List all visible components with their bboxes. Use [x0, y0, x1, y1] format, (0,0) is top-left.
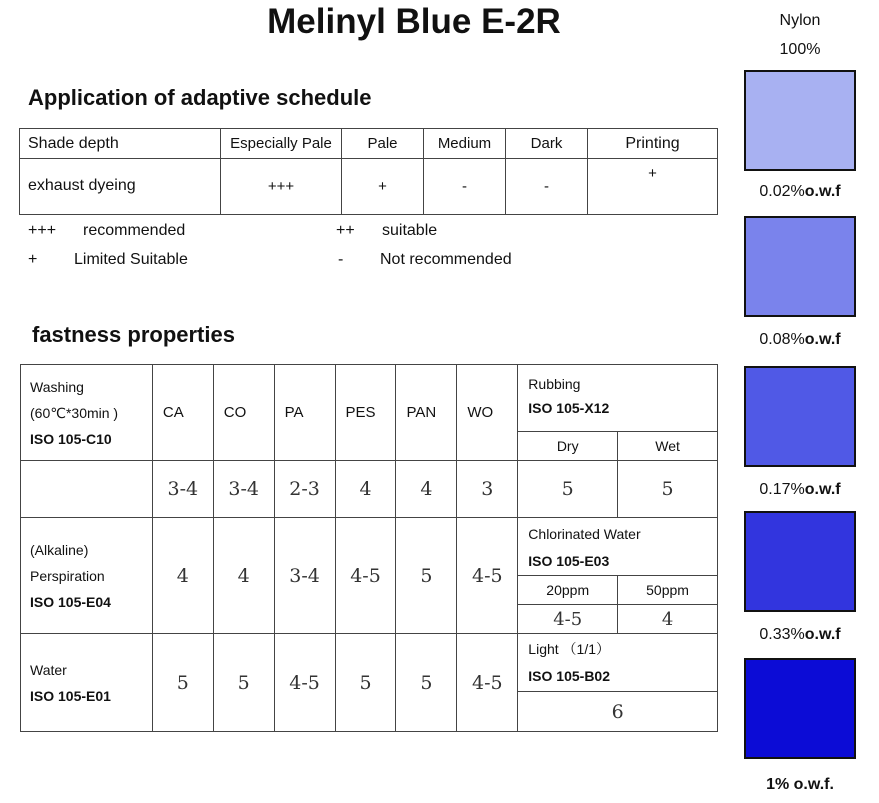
color-swatch: [744, 658, 856, 759]
rubbing-wet-value: 5: [618, 461, 718, 518]
washing-value-wo: 3: [457, 461, 518, 518]
swatch-label: 0.33%o.w.f: [759, 626, 841, 643]
schedule-cell-printing: +: [588, 159, 718, 215]
perspiration-value-co: 4: [213, 518, 274, 634]
washing-value-pes: 4: [335, 461, 396, 518]
perspiration-label-1: (Alkaline): [30, 541, 89, 558]
water-value-co: 5: [213, 634, 274, 732]
washing-cell: [21, 365, 153, 461]
water-code: ISO 105-E01: [30, 687, 111, 704]
legend-text: Not recommended: [380, 251, 512, 268]
swatch-header-fiber: Nylon: [779, 12, 821, 29]
fiber-header-pan: PAN: [396, 365, 457, 461]
page-title: Melinyl Blue E-2R: [267, 2, 561, 41]
swatch-label: 0.02%o.w.f: [759, 183, 841, 200]
schedule-row-label: exhaust dyeing: [20, 159, 221, 215]
light-value: 6: [518, 692, 718, 732]
perspiration-value-pa: 3-4: [274, 518, 335, 634]
water-value-ca: 5: [152, 634, 213, 732]
water-cell: [21, 634, 153, 732]
water-value-wo: 4-5: [457, 634, 518, 732]
water-value-pa: 4-5: [274, 634, 335, 732]
rubbing-wet-label: Wet: [618, 432, 718, 461]
washing-spacer: [21, 461, 153, 518]
chlorinated-20ppm-value: 4-5: [518, 605, 618, 634]
schedule-cell-medium: -: [424, 159, 506, 215]
schedule-header-dark: Dark: [506, 129, 588, 159]
rubbing-dry-label: Dry: [518, 432, 618, 461]
rubbing-label: Rubbing: [528, 376, 581, 392]
legend-symbol: +++: [28, 222, 57, 239]
rubbing-dry-value: 5: [518, 461, 618, 518]
washing-value-ca: 3-4: [152, 461, 213, 518]
light-cell: [518, 634, 718, 692]
schedule-header-medium: Medium: [424, 129, 506, 159]
washing-value-pan: 4: [396, 461, 457, 518]
legend-symbol: +: [28, 251, 38, 268]
perspiration-label-2: Perspiration: [30, 567, 105, 584]
swatch-label: 1% o.w.f.: [766, 776, 834, 793]
chlorinated-code: ISO 105-E03: [528, 553, 610, 569]
legend-symbol: -: [338, 251, 344, 268]
perspiration-value-wo: 4-5: [457, 518, 518, 634]
swatch-header-percent: 100%: [779, 41, 821, 58]
fastness-heading: fastness properties: [32, 322, 235, 347]
schedule-cell-pale: +: [342, 159, 424, 215]
legend-text: recommended: [83, 222, 186, 239]
color-swatch: [744, 511, 856, 612]
schedule-cell-dark: -: [506, 159, 588, 215]
fiber-header-wo: WO: [457, 365, 518, 461]
swatch-label: 0.08%o.w.f: [759, 331, 841, 348]
water-value-pes: 5: [335, 634, 396, 732]
washing-condition: (60℃*30min ): [30, 404, 119, 421]
legend-text: suitable: [382, 222, 438, 239]
perspiration-value-pes: 4-5: [335, 518, 396, 634]
washing-label: Washing: [30, 378, 84, 395]
washing-code: ISO 105-C10: [30, 430, 112, 447]
rubbing-code: ISO 105-X12: [528, 400, 610, 416]
water-value-pan: 5: [396, 634, 457, 732]
chlorinated-50ppm-label: 50ppm: [618, 576, 718, 605]
fiber-header-pa: PA: [274, 365, 335, 461]
chlorinated-20ppm-label: 20ppm: [518, 576, 618, 605]
schedule-header-especially-pale: Especially Pale: [221, 129, 342, 159]
color-swatch: [744, 216, 856, 317]
fiber-header-co: CO: [213, 365, 274, 461]
chlorinated-cell: [518, 518, 718, 576]
perspiration-code: ISO 105-E04: [30, 593, 111, 610]
washing-value-co: 3-4: [213, 461, 274, 518]
schedule-header-pale: Pale: [342, 129, 424, 159]
light-label: Light （1/1）: [528, 641, 611, 657]
light-code: ISO 105-B02: [528, 668, 611, 684]
schedule-heading: Application of adaptive schedule: [28, 85, 372, 110]
water-label: Water: [30, 661, 67, 678]
fiber-header-pes: PES: [335, 365, 396, 461]
perspiration-value-ca: 4: [152, 518, 213, 634]
schedule-header-printing: Printing: [588, 129, 718, 159]
washing-value-pa: 2-3: [274, 461, 335, 518]
chlorinated-50ppm-value: 4: [618, 605, 718, 634]
fiber-header-ca: CA: [152, 365, 213, 461]
fastness-table: [20, 364, 718, 732]
legend-symbol: ++: [336, 222, 355, 239]
schedule-table: [19, 128, 718, 215]
schedule-cell-especially-pale: +++: [221, 159, 342, 215]
chlorinated-label: Chlorinated Water: [528, 526, 641, 542]
schedule-header-shade-depth: Shade depth: [20, 129, 221, 159]
perspiration-value-pan: 5: [396, 518, 457, 634]
legend-text: Limited Suitable: [74, 251, 188, 268]
rubbing-cell: [518, 365, 718, 432]
color-swatch: [744, 70, 856, 171]
perspiration-cell: [21, 518, 153, 634]
color-swatch: [744, 366, 856, 467]
swatch-label: 0.17%o.w.f: [759, 481, 841, 498]
